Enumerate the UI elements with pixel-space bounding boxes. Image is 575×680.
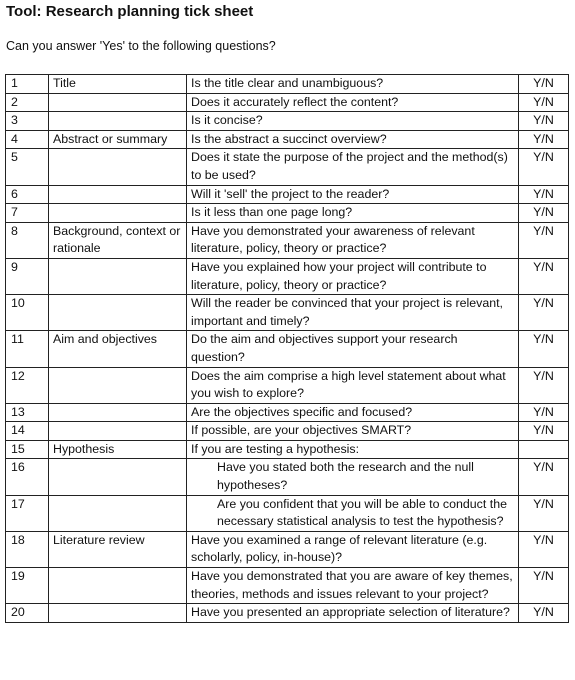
section-label: Aim and objectives xyxy=(49,331,187,367)
section-label xyxy=(49,459,187,495)
section-label xyxy=(49,112,187,131)
section-label: Literature review xyxy=(49,531,187,567)
row-number: 16 xyxy=(6,459,49,495)
row-number: 20 xyxy=(6,604,49,623)
table-row xyxy=(6,568,569,604)
question-text: Have you demonstrated that you are aware of key themes, theories, methods and issues relevant to your project? xyxy=(187,568,519,604)
table-row xyxy=(6,204,569,223)
row-number: 7 xyxy=(6,204,49,223)
row-number: 12 xyxy=(6,367,49,403)
table-row xyxy=(6,440,569,459)
question-text: Will the reader be convinced that your project is relevant, important and timely? xyxy=(187,295,519,331)
table-row xyxy=(6,130,569,149)
answer-cell[interactable]: Y/N xyxy=(519,75,569,94)
row-number: 14 xyxy=(6,422,49,441)
question-text: Is the abstract a succinct overview? xyxy=(187,130,519,149)
page-title: Tool: Research planning tick sheet xyxy=(6,3,254,20)
section-label xyxy=(49,604,187,623)
section-label xyxy=(49,495,187,531)
question-text: Will it 'sell' the project to the reader? xyxy=(187,185,519,204)
question-text: Is it concise? xyxy=(187,112,519,131)
question-text: Have you presented an appropriate selection of literature? xyxy=(187,604,519,623)
question-text: Does it accurately reflect the content? xyxy=(187,93,519,112)
answer-cell[interactable]: Y/N xyxy=(519,204,569,223)
section-label xyxy=(49,367,187,403)
table-row xyxy=(6,331,569,367)
section-label xyxy=(49,204,187,223)
table-row xyxy=(6,367,569,403)
row-number: 18 xyxy=(6,531,49,567)
row-number: 15 xyxy=(6,440,49,459)
row-number: 13 xyxy=(6,403,49,422)
answer-cell[interactable]: Y/N xyxy=(519,258,569,294)
table-row xyxy=(6,495,569,531)
row-number: 1 xyxy=(6,75,49,94)
answer-cell[interactable]: Y/N xyxy=(519,403,569,422)
question-text: If you are testing a hypothesis: xyxy=(187,440,519,459)
section-label: Title xyxy=(49,75,187,94)
question-text: Have you demonstrated your awareness of relevant literature, policy, theory or practice? xyxy=(187,222,519,258)
table-row xyxy=(6,422,569,441)
table-row xyxy=(6,531,569,567)
question-text: Are the objectives specific and focused? xyxy=(187,403,519,422)
answer-cell[interactable]: Y/N xyxy=(519,422,569,441)
section-label: Hypothesis xyxy=(49,440,187,459)
row-number: 9 xyxy=(6,258,49,294)
row-number: 2 xyxy=(6,93,49,112)
section-label xyxy=(49,295,187,331)
row-number: 6 xyxy=(6,185,49,204)
table-row xyxy=(6,112,569,131)
question-text: Have you examined a range of relevant literature (e.g. scholarly, policy, in-house)? xyxy=(187,531,519,567)
answer-cell[interactable]: Y/N xyxy=(519,222,569,258)
answer-cell[interactable]: Y/N xyxy=(519,531,569,567)
checklist-table xyxy=(5,74,569,623)
section-label xyxy=(49,568,187,604)
answer-cell[interactable] xyxy=(519,440,569,459)
row-number: 4 xyxy=(6,130,49,149)
row-number: 3 xyxy=(6,112,49,131)
answer-cell[interactable]: Y/N xyxy=(519,367,569,403)
row-number: 8 xyxy=(6,222,49,258)
table-row xyxy=(6,75,569,94)
question-text: If possible, are your objectives SMART? xyxy=(187,422,519,441)
answer-cell[interactable]: Y/N xyxy=(519,93,569,112)
answer-cell[interactable]: Y/N xyxy=(519,185,569,204)
answer-cell[interactable]: Y/N xyxy=(519,604,569,623)
question-text: Are you confident that you will be able to conduct the necessary statistical analysis to test the hypothesis? xyxy=(187,495,519,531)
answer-cell[interactable]: Y/N xyxy=(519,459,569,495)
section-label xyxy=(49,185,187,204)
row-number: 11 xyxy=(6,331,49,367)
table-row xyxy=(6,295,569,331)
table-row xyxy=(6,185,569,204)
question-text: Does the aim comprise a high level statement about what you wish to explore? xyxy=(187,367,519,403)
row-number: 10 xyxy=(6,295,49,331)
answer-cell[interactable]: Y/N xyxy=(519,331,569,367)
section-label xyxy=(49,149,187,185)
table-row xyxy=(6,403,569,422)
question-text: Does it state the purpose of the project and the method(s) to be used? xyxy=(187,149,519,185)
question-text: Have you explained how your project will contribute to literature, policy, theory or practice? xyxy=(187,258,519,294)
table-row xyxy=(6,258,569,294)
question-text: Is it less than one page long? xyxy=(187,204,519,223)
instruction-text: Can you answer 'Yes' to the following questions? xyxy=(6,39,276,53)
row-number: 17 xyxy=(6,495,49,531)
section-label xyxy=(49,403,187,422)
question-text: Is the title clear and unambiguous? xyxy=(187,75,519,94)
row-number: 5 xyxy=(6,149,49,185)
section-label: Abstract or summary xyxy=(49,130,187,149)
section-label xyxy=(49,422,187,441)
answer-cell[interactable]: Y/N xyxy=(519,112,569,131)
section-label xyxy=(49,93,187,112)
answer-cell[interactable]: Y/N xyxy=(519,568,569,604)
answer-cell[interactable]: Y/N xyxy=(519,130,569,149)
table-row xyxy=(6,604,569,623)
table-row xyxy=(6,149,569,185)
question-text: Have you stated both the research and the null hypotheses? xyxy=(187,459,519,495)
table-row xyxy=(6,459,569,495)
answer-cell[interactable]: Y/N xyxy=(519,295,569,331)
section-label xyxy=(49,258,187,294)
table-row xyxy=(6,222,569,258)
answer-cell[interactable]: Y/N xyxy=(519,149,569,185)
table-row xyxy=(6,93,569,112)
answer-cell[interactable]: Y/N xyxy=(519,495,569,531)
section-label: Background, context or rationale xyxy=(49,222,187,258)
row-number: 19 xyxy=(6,568,49,604)
question-text: Do the aim and objectives support your research question? xyxy=(187,331,519,367)
